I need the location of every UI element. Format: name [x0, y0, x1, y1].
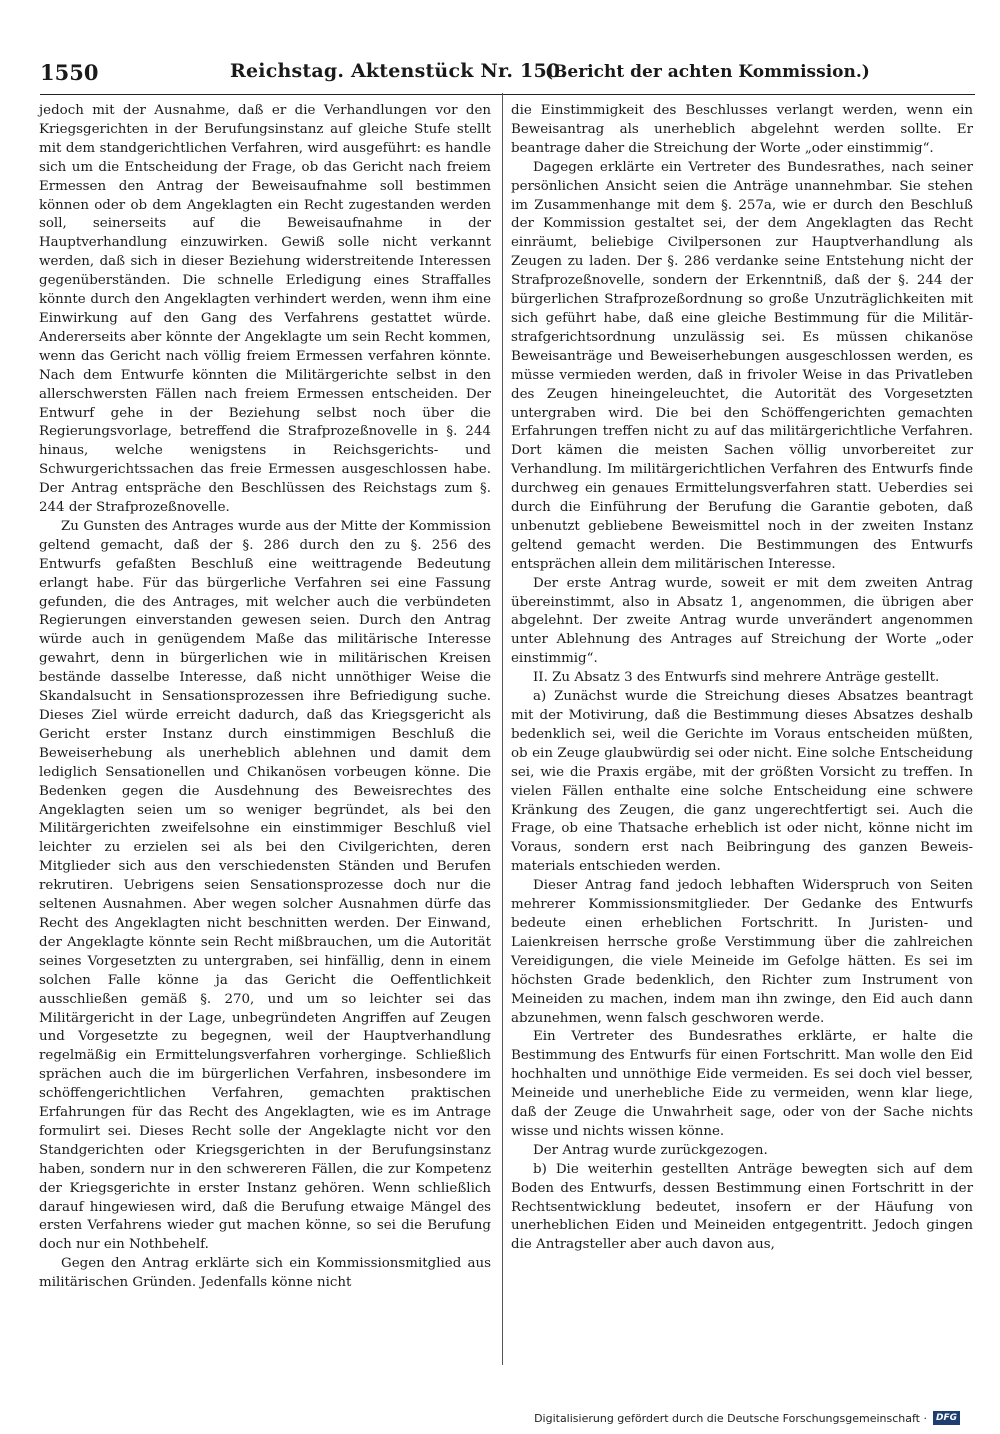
- paragraph: Zu Gunsten des Antrages wurde aus der Mitte der Kommission geltend gemacht, daß der §. 286 durch den zu §. 256 des Entwurfs gefaßten Beschluß eine weittragende Bedeutung erlangt habe. Für das bürgerliche Verfahren sei eine Fassung gefunden, die des Antrages, mit welcher auch die verbündeten Regierungen einverstanden gewesen seien. Durch den Antrag würde auch in genügendem Maße das militärische Interesse gewahrt, denn in bürgerlichen wie in militärischen Kreisen bestände dasselbe Interesse, daß nicht unnöthiger Weise die Skandalsucht in Sensationsprozessen ihre Befriedigung suche. Dieses Ziel würde erreicht dadurch, daß das Kriegsgericht als Gericht erster Instanz durch einstimmigen Beschluß die Beweiserhebung als unerheblich ablehnen und damit dem lediglich Sensationellen und Chikanösen vorbeugen könne. Die Bedenken gegen die Ausdehnung des Beweisrechtes des Angeklagten seien um so weniger begründet, als bei den Militärgerichten zweifelsohne ein einstimmiger Beschluß viel leichter zu erzielen sei als bei den Civilgerichten, deren Mitglieder sich aus den verschiedensten Ständen und Berufen rekrutiren. Uebrigens seien Sensationsprozesse doch nur die seltenen Ausnahmen. Aber wegen solcher Ausnahmen dürfe das Recht des Angeklagten nicht beschnitten werden. Der Einwand, der Angeklagte könnte sein Recht mißbrauchen, um die Autorität seines Vorgesetzten zu untergraben, sei hinfällig, denn in einem solchen Falle könne ja das Gericht die Oeffentlichkeit ausschließen gemäß §. 270, und um so leichter sei das Militärgericht in der Lage, unbegründeten Angriffen auf Zeugen und Vorgesetzte zu begegnen, weil der Hauptverhandlung regelmäßig ein Ermittelungsverfahren vorherginge. Schließlich sprächen auch die im bürgerlichen Verfahren, insbesondere im schöffengerichtlichen Verfahren, gemachten praktischen Erfahrungen für das Recht des Angeklagten, wie es im Antrage formulirt sei. Dieses Recht solle der Angeklagte nicht vor den Standgerichten oder Kriegsgerichten in der Berufungsinstanz haben, sondern nur in den schwereren Fällen, die zur Kompetenz der Kriegsgerichte in erster Instanz gehören. Wenn schließlich darauf hingewiesen wird, daß die Berufung etwaige Mängel des ersten Verfahrens wieder gut machen könne, so sei die Berufung doch nur ein Nothbehelf.: [39, 518, 491, 1253]
- left-column: [39, 102, 491, 1293]
- paragraph: Dieser Antrag fand jedoch lebhaften Widerspruch von Seiten mehrerer Kommissionsmitglieder. Der Gedanke des Entwurfs bedeute einen erheblichen Fortschritt. In Juristen- und Laienkreisen herrsche große Verstimmung über die zahlreichen Vereidigungen, die viele Meineide im Gefolge hätten. Es sei im höchsten Grade bedenklich, den Richter zum Instrument von Meineiden zu machen, indem man ihn zwinge, den Eid auch dann abzunehmen, wenn falsch geschworen werde.: [511, 878, 973, 1026]
- paragraph: jedoch mit der Ausnahme, daß er die Verhandlungen vor den Kriegsgerichten in der Berufungsinstanz auf gleiche Stufe stellt mit dem standgerichtlichen Verfahren, wird ausgeführt: es handle sich um die Entscheidung der Frage, ob das Gericht nach freiem Ermessen den Antrag der Beweisaufnahme soll bestimmen können oder ob dem Angeklagten ein Recht zugestanden werden soll, seinerseits auf die Beweisaufnahme in der Hauptverhandlung einzuwirken. Gewiß solle nicht verkannt werden, daß sich in dieser Beziehung widerstreitende Interessen gegenüberständen. Die schnelle Erledigung eines Straffalles könnte durch den Angeklagten verhindert werden, wenn ihm eine Einwirkung auf den Gang des Verfahrens gestattet würde. Andererseits aber könnte der Angeklagte um sein Recht kommen, wenn das Gericht nach völlig freiem Ermessen verfahren könnte. Nach dem Entwurfe könnten die Militärgerichte selbst in den allerschwersten Fällen nach freiem Ermessen entscheiden. Der Entwurf gehe in der Beziehung selbst noch über die Regierungsvorlage, betreffend die Strafprozeßnovelle in §. 244 hinaus, welche wenigstens in Reichsgerichts- und Schwurgerichtssachen das freie Ermessen ausgeschlossen habe. Der Antrag entspräche den Beschlüssen des Reichstags zum §. 244 der Strafprozeßnovelle.: [39, 103, 491, 516]
- running-header: [40, 58, 975, 90]
- paragraph: Der erste Antrag wurde, soweit er mit dem zweiten Antrag übereinstimmt, also in Absatz 1, angenommen, die übrigen aber abgelehnt. Der zweite Antrag wurde unverändert angenommen unter Ablehnung des Antrages auf Streichung der Worte „oder einstimmig“.: [511, 575, 973, 667]
- paragraph: Der Antrag wurde zurückgezogen.: [533, 1142, 768, 1158]
- paragraph: a) Zunächst wurde die Streichung dieses Absatzes beantragt mit der Motivirung, daß die Bestimmung dieses Absatzes deshalb bedenklich sei, weil die Gerichte im Voraus entscheiden müßten, ob ein Zeuge glaubwürdig sei oder nicht. Eine solche Entscheidung sei, wie die Praxis ergäbe, mit der größten Vorsicht zu treffen. In vielen Fällen enthalte eine solche Entscheidung eine schwere Kränkung des Zeugen, die ganz ungerechtfertigt sei. Auch die Frage, ob eine Thatsache erheblich ist oder nicht, könne nicht im Voraus, sondern erst nach Beibringung des ganzen Beweismaterials entschieden werden.: [511, 689, 973, 875]
- paragraph: die Einstimmigkeit des Beschlusses verlangt werden, wenn ein Beweisantrag als unerheblich abgelehnt werden sollte. Er beantrage daher die Streichung der Worte „oder einstimmig“.: [511, 103, 973, 156]
- paragraph: Gegen den Antrag erklärte sich ein Kommissionsmitglied aus militärischen Gründen. Jedenfalls könne nicht: [39, 1256, 491, 1291]
- dfg-logo: DFG: [933, 1411, 960, 1425]
- paragraph: b) Die weiterhin gestellten Anträge bewegten sich auf dem Boden des Entwurfs, dessen Bestimmung einen Fortschritt in der Rechtsentwicklung bedeutet, insofern er der Häufung von unerheblichen Eiden und Meineiden entgegentritt. Jedoch gingen die Antragsteller aber auch davon aus,: [511, 1161, 973, 1253]
- footer-text: Digitalisierung gefördert durch die Deutsche Forschungsgemeinschaft ·: [534, 1411, 927, 1425]
- page-subtitle: (Bericht der achten Kommission.): [545, 62, 870, 82]
- header-rule: [40, 94, 975, 95]
- paragraph: Dagegen erklärte ein Vertreter des Bundesrathes, nach seiner persönlichen Ansicht seien die Anträge unannehmbar. Sie stehen im Zusammenhange mit dem §. 257a, wie er durch den Beschluß der Kommission gestaltet sei, der dem Angeklagten das Recht einräumt, beliebige Civilpersonen zur Hauptverhandlung als Zeugen zu laden. Der §. 286 verdanke seine Entstehung nicht der Strafprozeßnovelle, sondern der Erkenntniß, daß der §. 244 der bürgerlichen Strafprozeßordnung so große Unzuträglichkeiten mit sich geführt habe, daß eine gleiche Bestimmung für die Militärstrafgerichtsordnung unzulässig sei. Es müssen chikanöse Beweisanträge und Beweiserhebungen ausgeschlossen werden, es müsse vermieden werden, daß in frivoler Weise in das Privatleben des Zeugen hineingeleuchtet, die Autorität des Vorgesetzten untergraben wird. Die bei den Schöffengerichten gemachten Erfahrungen treffen nicht zu auf das militärgerichtliche Verfahren. Dort kämen die meisten Sachen völlig unvorbereitet zur Verhandlung. Im militärgerichtlichen Verfahren des Entwurfs finde durchweg ein genaues Ermittelungsverfahren statt. Ueberdies sei durch die Einführung der Berufung die Garantie geboten, daß unbenutzt gebliebene Beweismittel noch in der zweiten Instanz geltend gemacht werden. Die Bestimmungen des Entwurfs entsprächen allein dem militärischen Interesse.: [511, 159, 973, 572]
- paragraph: II. Zu Absatz 3 des Entwurfs sind mehrere Anträge gestellt.: [533, 670, 940, 686]
- right-column: [511, 102, 973, 1255]
- page-number: 1550: [40, 60, 99, 85]
- digitization-footer: [534, 1410, 960, 1426]
- page-title: Reichstag. Aktenstück Nr. 150.: [230, 60, 568, 82]
- column-divider: [502, 93, 503, 1365]
- paragraph: Ein Vertreter des Bundesrathes erklärte, er halte die Bestimmung des Entwurfs für einen Fortschritt. Man wolle den Eid hochhalten und unnöthige Eide vermeiden. Es sei doch viel besser, Meineide und unerhebliche Eide zu vermeiden, wenn klar liege, daß der Zeuge die Unwahrheit sage, oder von der Sache nichts wisse und nichts wissen könne.: [511, 1029, 973, 1139]
